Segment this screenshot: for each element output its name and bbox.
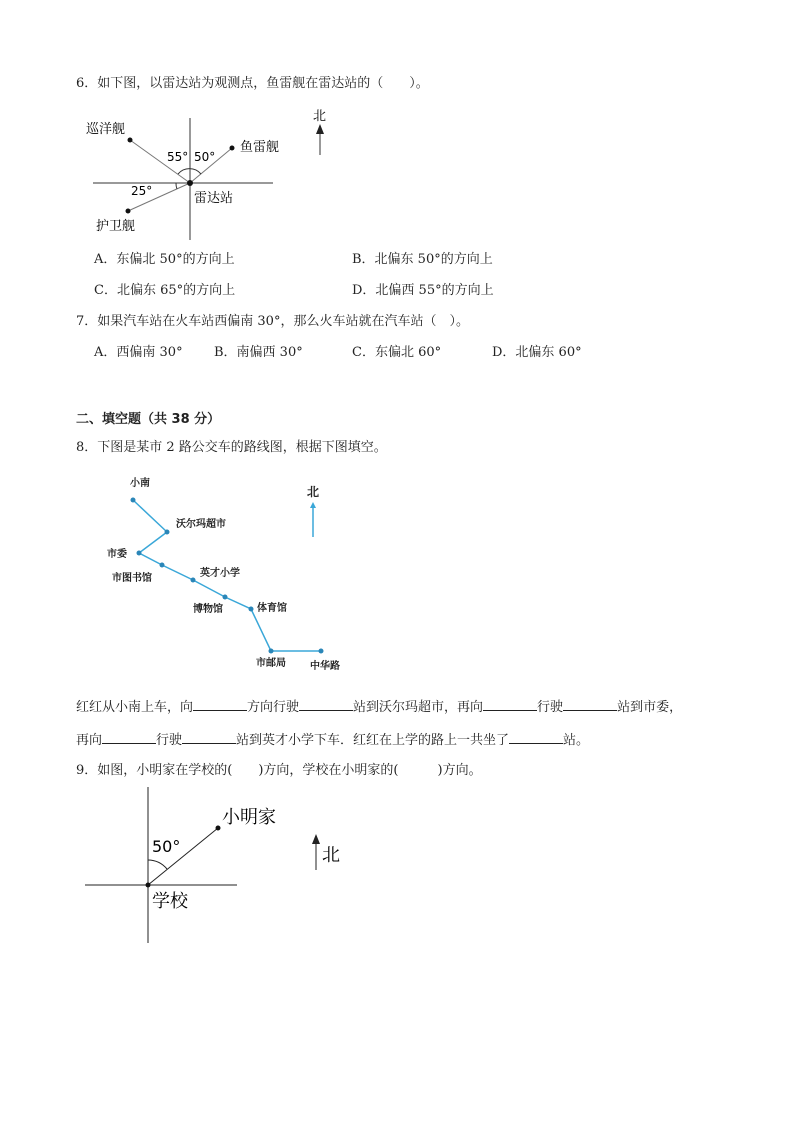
q7-option-c[interactable]: C．东偏北 60° [352,345,442,360]
q9-north-label: 北 [322,845,340,866]
text: 站。 [563,733,590,748]
text: 站到市委， [617,700,683,715]
q6-stem: 6．如下图，以雷达站为观测点，鱼雷舰在雷达站的（ ）。 [76,76,429,91]
stop-label: 中华路 [310,661,340,672]
text: 9．如图，小明家在学校的( [76,763,233,778]
blank[interactable] [509,731,563,744]
label-radar: 雷达站 [194,191,234,206]
label-torpedo: 鱼雷舰 [240,140,280,155]
q6-option-a[interactable]: A．东偏北 50°的方向上 [94,252,235,267]
text: 站到英才小学下车．红红在上学的路上一共坐了 [236,733,510,748]
q7-option-d[interactable]: D．北偏东 60° [492,345,582,360]
stop-label: 博物馆 [193,604,223,615]
north-arrowhead-icon [316,124,324,134]
stop-label: 市图书馆 [112,573,152,584]
q7-stem: 7．如果汽车站在火车站西偏南 30°，那么火车站就在汽车站（ ）。 [76,314,469,329]
q8-line-1 [76,698,682,716]
blank[interactable] [102,731,156,744]
stop-label: 小南 [130,478,150,489]
stop-label: 市委 [107,549,127,560]
angle-50: 50° [194,150,216,164]
angle-55: 55° [167,150,189,164]
text: 再向 [76,733,103,748]
north-label: 北 [313,109,327,124]
q6-option-d[interactable]: D．北偏西 55°的方向上 [352,283,494,298]
label-escort: 护卫舰 [96,219,136,234]
label-cruiser: 巡洋舰 [86,122,126,137]
text: 行驶 [156,733,183,748]
q8-stem: 8．下图是某市 2 路公交车的路线图，根据下图填空。 [76,440,387,455]
stop-label: 沃尔玛超市 [176,519,226,530]
stop-label: 体育馆 [257,603,287,614]
blank[interactable] [563,698,617,711]
blank[interactable] [193,698,247,711]
text: )方向，学校在小明家的( [232,763,399,778]
q7-option-b[interactable]: B．南偏西 30° [214,345,303,360]
q6-option-b[interactable]: B．北偏东 50°的方向上 [352,252,493,267]
text: 站到沃尔玛超市，再向 [353,700,484,715]
q7-option-a[interactable]: A．西偏南 30° [94,345,183,360]
text: )方向。 [398,763,482,778]
angle-50-label: 50° [152,837,181,856]
stop-label: 市邮局 [256,658,286,669]
blank[interactable] [182,731,236,744]
section-title: 二、填空题（共 38 分） [76,412,221,427]
q6-option-c[interactable]: C．北偏东 65°的方向上 [94,283,236,298]
text: 方向行驶 [247,700,300,715]
text: 红红从小南上车，向 [76,700,194,715]
blank[interactable] [299,698,353,711]
label-home: 小明家 [222,807,276,828]
text: 行驶 [537,700,564,715]
angle-arc-left [176,183,177,189]
q9-stem [76,763,482,779]
q9-figure [85,787,316,943]
blank[interactable] [483,698,537,711]
q8-line-2 [76,731,589,749]
map-north-label: 北 [307,485,320,499]
stop-label: 英才小学 [200,568,240,579]
label-school: 学校 [152,891,188,912]
angle-25: 25° [131,184,153,198]
